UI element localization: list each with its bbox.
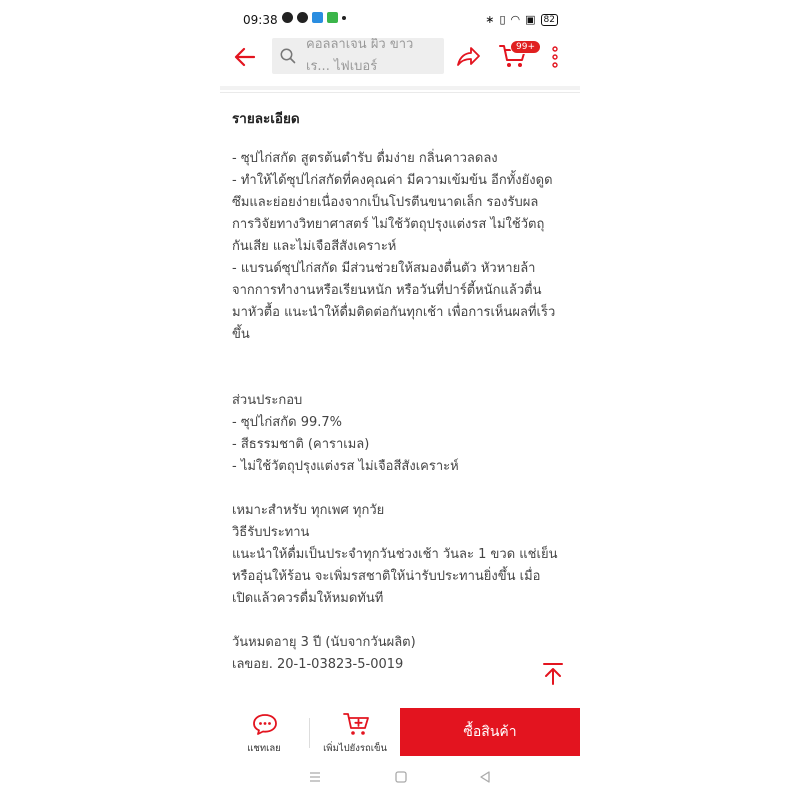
details-line: ซึมและย่อยง่ายเนื่องจากเป็นโปรตีนขนาดเล็ก รองรับผล: [232, 195, 539, 210]
details-line: การวิจัยทางวิทยาศาสตร์ ไม่ใช้วัตถุปรุงแต่งรส ไม่ใช้วัตถุ: [232, 217, 545, 232]
search-placeholder: คอลลาเจน ผิว ขาว เร... ไฟเบอร์: [306, 38, 414, 74]
ingredient-item: - ซุปไก่สกัด 99.7%: [232, 415, 342, 430]
add-to-cart-button[interactable]: [310, 708, 400, 758]
back-arrow-icon[interactable]: [232, 44, 258, 70]
add-to-cart-label: เพิ่มไปยังรถเข็น: [323, 743, 387, 754]
system-icons: [485, 13, 558, 26]
line-icon: [297, 12, 308, 23]
phone-screen: [220, 0, 580, 800]
cart-badge: 99+: [510, 40, 541, 54]
usage-line: เปิดแล้วควรดื่มให้หมดทันที: [232, 591, 384, 606]
registration-number: เลขอย. 20-1-03823-5-0019: [232, 657, 404, 672]
details-title: รายละเอียด: [232, 111, 300, 127]
notification-icons: [282, 12, 346, 23]
home-icon[interactable]: [394, 770, 408, 784]
details-line: ขึ้น: [232, 327, 250, 342]
add-to-cart-icon: [342, 711, 370, 737]
back-nav-icon[interactable]: [478, 770, 492, 784]
ingredients-title: ส่วนประกอบ: [232, 393, 303, 408]
details-line: - ทำให้ได้ซุปไก่สกัดที่คงคุณค่า มีความเข้มข้น อีกทั้งยังดูด: [232, 173, 553, 188]
dot-icon: [342, 16, 346, 20]
wifi-icon: ◠: [510, 13, 521, 26]
app-blue-icon: [312, 12, 323, 23]
chat-label: แชทเลย: [247, 743, 281, 754]
chat-icon: [252, 712, 278, 736]
scroll-to-top-button[interactable]: [538, 656, 568, 690]
details-line: มาหัวตื้อ แนะนำให้ดื่มติดต่อกันทุกเช้า เพื่อการเห็นผลที่เร็ว: [232, 305, 556, 320]
system-nav-bar: [220, 764, 580, 794]
app-green-icon: [327, 12, 338, 23]
share-icon[interactable]: [454, 44, 482, 70]
ingredient-item: - สีธรรมชาติ (คาราเมล): [232, 437, 370, 452]
details-line: กันเสีย และไม่เจือสีสังเคราะห์: [232, 239, 397, 254]
recent-apps-icon[interactable]: [308, 770, 322, 784]
header-divider: [220, 86, 580, 90]
battery-icon: 82: [541, 14, 558, 26]
expiry-text: วันหมดอายุ 3 ปี (นับจากวันผลิต): [232, 635, 416, 650]
search-bar[interactable]: [272, 38, 444, 74]
messenger-icon: [282, 12, 293, 23]
details-line: - แบรนด์ซุปไก่สกัด มีส่วนช่วยให้สมองตื่นตัว หัวหายล้า: [232, 261, 536, 276]
more-options-icon[interactable]: [550, 46, 560, 68]
status-time: 09:38: [243, 13, 278, 27]
search-icon: [280, 48, 296, 64]
details-line: - ซุปไก่สกัด สูตรต้นตำรับ ดื่มง่าย กลิ่นคาวลดลง: [232, 151, 498, 166]
buy-now-button[interactable]: ซื้อสินค้า: [400, 708, 580, 756]
arrow-up-to-top-icon: [538, 656, 568, 690]
suitable-for: เหมาะสำหรับ ทุกเพศ ทุกวัย: [232, 503, 385, 518]
usage-line: แนะนำให้ดื่มเป็นประจำทุกวันช่วงเช้า วันละ 1 ขวด แช่เย็น: [232, 547, 558, 562]
usage-line: หรืออุ่นให้ร้อน จะเพิ่มรสชาติให้น่ารับประทานยิ่งขึ้น เมื่อ: [232, 569, 541, 584]
sim-icon: ▣: [525, 13, 536, 26]
bluetooth-icon: ∗: [485, 13, 495, 26]
status-bar: [220, 10, 580, 32]
vibrate-icon: ▯: [499, 13, 506, 26]
details-line: จากการทำงานหรือเรียนหนัก หรือวันที่ปาร์ตี้หนักแล้วตื่น: [232, 283, 542, 298]
chat-button[interactable]: [220, 708, 308, 758]
header-divider-line: [220, 92, 580, 93]
product-details: [232, 108, 568, 676]
bottom-action-bar: [220, 708, 580, 758]
top-header: [220, 36, 580, 80]
usage-title: วิธีรับประทาน: [232, 525, 310, 540]
ingredient-item: - ไม่ใช้วัตถุปรุงแต่งรส ไม่เจือสีสังเคราะห์: [232, 459, 459, 474]
